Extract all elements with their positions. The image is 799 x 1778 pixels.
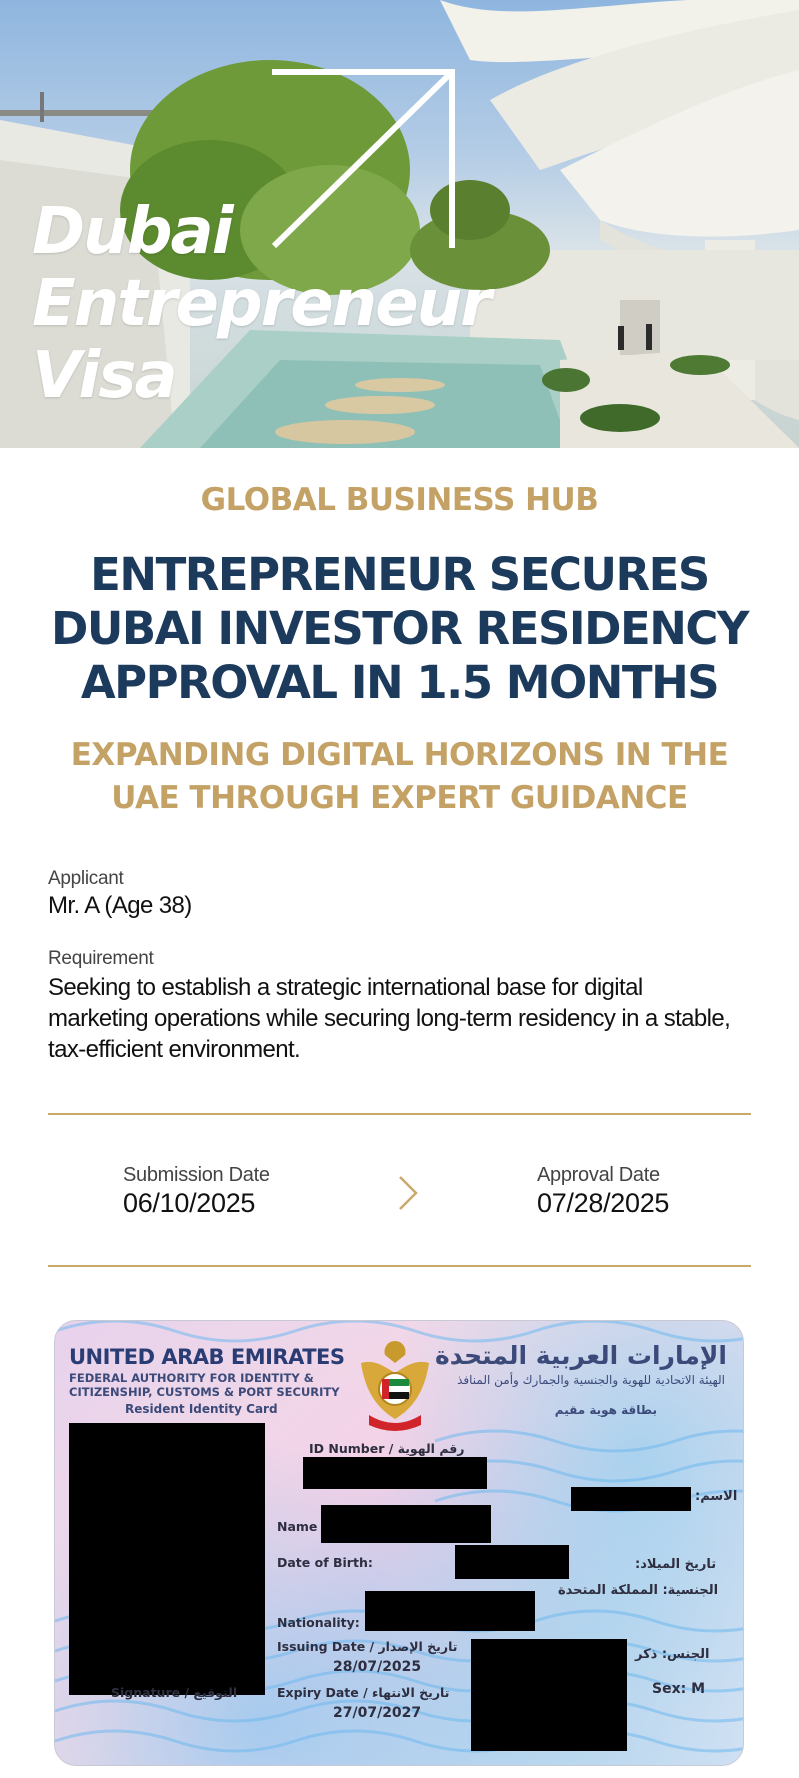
hero-title: [32, 196, 552, 412]
card-country-en: UNITED ARAB EMIRATES: [69, 1345, 345, 1369]
applicant-label: Applicant: [48, 868, 124, 889]
card-issuing-date: 28/07/2025: [333, 1659, 422, 1675]
card-type-ar: بطاقة هوية مقيم: [554, 1403, 657, 1417]
card-sex-label: Sex: M: [652, 1681, 706, 1697]
chevron-right-icon: [396, 1173, 422, 1213]
card-country-ar: الإمارات العربية المتحدة: [434, 1341, 727, 1370]
submission-date-label: Submission Date: [123, 1164, 270, 1186]
card-expiry-date: 27/07/2027: [333, 1705, 422, 1721]
hero-title-line: Visa: [32, 339, 176, 413]
hero-title-line: Dubai: [32, 195, 232, 269]
redacted-id-number: [303, 1457, 487, 1489]
card-dob-label: Date of Birth:: [277, 1555, 373, 1570]
redacted-name: [321, 1505, 491, 1543]
redacted-name-ar: [571, 1487, 691, 1511]
card-dob-label-ar: تاريخ الميلاد:: [635, 1557, 717, 1572]
id-card-image: [48, 1316, 751, 1778]
card-name-label-ar: الاسم:: [695, 1489, 738, 1504]
redacted-signature-area: [471, 1639, 627, 1751]
requirement-label: Requirement: [48, 948, 154, 969]
approval-date-label: Approval Date: [537, 1164, 660, 1186]
card-id-number-label: ID Number / رقم الهوية: [309, 1441, 465, 1456]
card-sex-label-ar: الجنس: ذكر: [635, 1647, 710, 1662]
hero-title-line: Entrepreneur: [32, 267, 490, 341]
redacted-dob: [455, 1545, 569, 1579]
uae-falcon-emblem-icon: [355, 1333, 435, 1433]
submission-date-value: 06/10/2025: [123, 1188, 256, 1218]
redacted-photo: [69, 1423, 265, 1695]
card-name-label: Name: [277, 1519, 318, 1534]
card-type-en: Resident Identity Card: [125, 1402, 278, 1416]
hero-banner: [0, 0, 799, 448]
card-authority-en: FEDERAL AUTHORITY FOR IDENTITY & CITIZENSHIP, CUSTOMS & PORT SECURITY: [69, 1371, 340, 1399]
card-signature-label: Signature / التوقيع: [111, 1685, 238, 1700]
card-nationality-label: Nationality:: [277, 1615, 360, 1630]
redacted-nationality: [365, 1591, 535, 1631]
card-issuing-label: Issuing Date / تاريخ الإصدار: [277, 1639, 458, 1654]
divider: [48, 1265, 751, 1267]
card-expiry-label: Expiry Date / تاريخ الانتهاء: [277, 1685, 450, 1700]
page-subheading: EXPANDING DIGITAL HORIZONS IN THE UAE THROUGH EXPERT GUIDANCE: [70, 737, 729, 816]
card-nationality-ar: الجنسية: المملكة المتحدة: [558, 1583, 719, 1598]
divider: [48, 1113, 751, 1115]
approval-date-value: 07/28/2025: [537, 1188, 670, 1218]
page-headline: ENTREPRENEUR SECURES DUBAI INVESTOR RESIDENCY APPROVAL IN 1.5 MONTHS: [51, 548, 748, 709]
resident-id-card: [54, 1320, 744, 1766]
applicant-value: Mr. A (Age 38): [48, 892, 192, 919]
card-authority-ar: الهيئة الاتحادية للهوية والجنسية والجمارك وأمن المنافذ: [457, 1373, 725, 1387]
section-kicker: GLOBAL BUSINESS HUB: [200, 482, 599, 518]
requirement-value: Seeking to establish a strategic international base for digital marketing operations while securing long-term residency in a stable, tax-efficient environment.: [48, 974, 731, 1063]
